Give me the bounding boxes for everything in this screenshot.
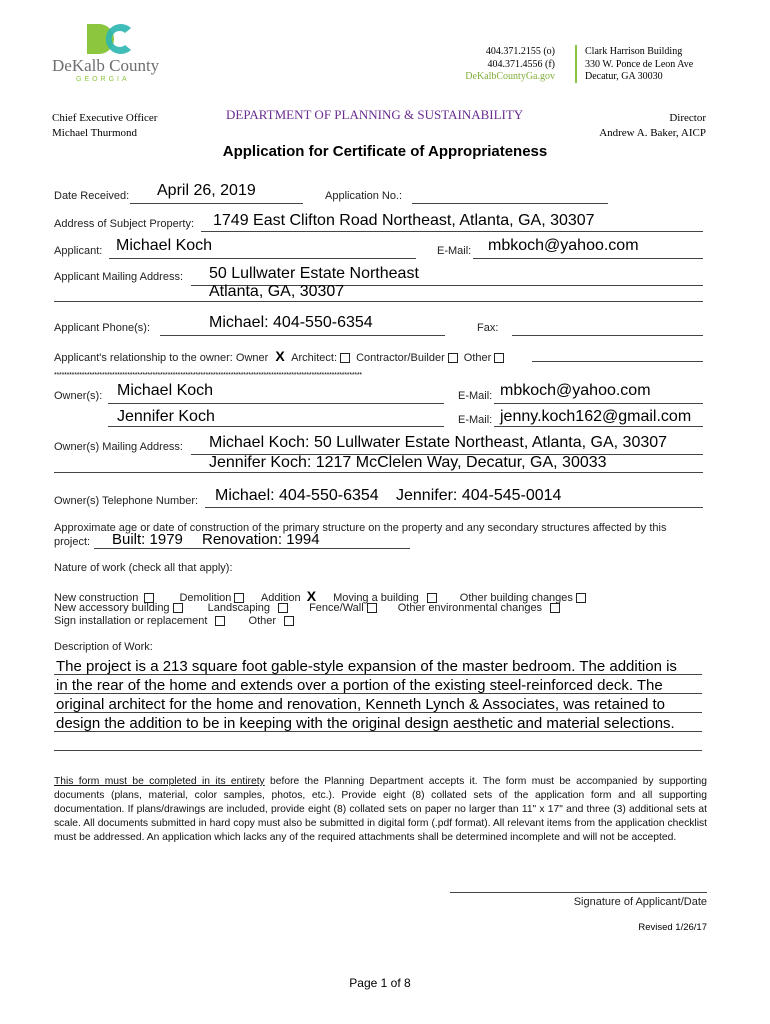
revised-date: Revised 1/26/17 [638,922,707,933]
owner1-line [108,403,444,404]
rel-other-checkbox[interactable] [494,353,504,363]
rel-other-label: Other [463,352,492,364]
work-sign-label: Sign installation or replacement [54,615,208,627]
rel-architect-checkbox[interactable] [340,353,350,363]
form-title: Application for Certificate of Appropriateness [222,143,548,160]
mailing-address-label: Applicant Mailing Address: [54,271,184,283]
notice-underlined: This form must be completed in its entirety [54,776,265,787]
city-address: Decatur, GA 30030 [585,71,663,82]
owner2-value[interactable]: Jennifer Koch [117,408,215,425]
ceo-title: Chief Executive Officer [52,112,158,124]
work-landscaping-label: Landscaping [207,602,271,614]
owner-phone-line [205,507,703,508]
work-landscaping-checkbox[interactable] [278,603,288,613]
separator-stars: ************************************************************************************************************************** [54,372,362,379]
owner1-email-value[interactable]: mbkoch@yahoo.com [500,382,651,399]
page-number: Page 1 of 8 [349,976,411,990]
rel-other-field[interactable] [532,361,703,362]
header-divider [575,45,577,83]
rel-owner-label: Owner [235,352,269,364]
rel-contractor-label: Contractor/Builder [356,352,445,364]
director-title: Director [669,112,706,124]
applicant-phone-line [160,335,445,336]
work-addition-checkbox[interactable]: X [306,588,317,604]
age-label-1: Approximate age or date of construction of the primary structure on the property and any secondary structures affected by this [54,522,667,534]
work-addition-label: Addition [260,592,301,604]
work-new-accessory-checkbox[interactable] [173,603,183,613]
work-fence-label: Fence/Wall [309,602,364,614]
owner1-email-line [494,403,703,404]
applicant-line [109,258,416,259]
director-name: Andrew A. Baker, AICP [599,127,706,139]
applicant-phone-label: Applicant Phone(s): [54,322,150,334]
owner-phone-value-2[interactable]: Jennifer: 404-545-0014 [396,487,562,504]
description-underline-5 [54,750,702,751]
work-new-construction-label: New construction [54,592,139,604]
department-name: DEPARTMENT OF PLANNING & SUSTAINABILITY [226,107,524,122]
applicant-value[interactable]: Michael Koch [116,237,213,254]
work-other-env-checkbox[interactable] [550,603,560,613]
owner-mailing-label: Owner(s) Mailing Address: [54,441,183,453]
description-line-2: in the rear of the home and extends over a portion of the existing steel-reinforced deck. The [56,677,663,694]
rel-contractor-checkbox[interactable] [448,353,458,363]
owners-label: Owner(s): [54,390,103,402]
ceo-name: Michael Thurmond [52,127,138,139]
work-demolition-label: Demolition [179,592,232,604]
date-received-label: Date Received: [54,190,130,202]
website-link[interactable]: DeKalbCountyGa.gov [465,71,555,82]
county-state: GEORGIA [76,76,130,83]
description-line-4: design the addition to be in keeping with the original design aesthetic and material selections. [56,715,675,732]
applicant-email-label: E-Mail: [437,245,472,257]
mailing-line-2 [54,301,703,302]
work-sign-checkbox[interactable] [215,616,225,626]
owner2-email-label: E-Mail: [458,414,493,426]
description-line-3: original architect for the home and renovation, Kenneth Lynch & Associates, was retained to [56,696,665,713]
signature-line[interactable] [450,892,707,893]
description-line-1: The project is a 213 square foot gable-style expansion of the master bedroom. The addition is [56,658,677,675]
built-value[interactable]: Built: 1979 [112,531,183,548]
age-label-2: project: [54,536,91,548]
work-other-changes-label: Other building changes [459,592,573,604]
application-no-label: Application No.: [325,190,403,202]
owner1-value[interactable]: Michael Koch [117,382,214,399]
renovation-value[interactable]: Renovation: 1994 [202,531,320,548]
rel-owner-checkbox[interactable]: X [275,348,285,364]
owner-mailing-value-2[interactable]: Jennifer Koch: 1217 McClelen Way, Decatur, GA, 30033 [209,454,607,471]
application-no-field[interactable] [412,203,608,204]
owner-phone-value-1[interactable]: Michael: 404-550-6354 [215,487,379,504]
mailing-value-2[interactable]: Atlanta, GA, 30307 [209,283,345,300]
rel-architect-label: Architect: [291,352,338,364]
work-row-2 [54,602,563,614]
date-received-line [130,203,303,204]
signature-label: Signature of Applicant/Date [573,896,707,908]
county-logo [52,22,162,84]
work-moving-label: Moving a building [333,592,419,604]
age-line [94,548,410,549]
relationship-row [54,348,507,364]
notice-text: before the Planning Department accepts it. The form must be accompanied by supporting documents (plans, material, color samples, photos, etc.). Provide eight (8) collated sets of the application form and all supporting documentation. If plans/drawings are included, provide eight (8) collated sets on paper no larger than 11" x 17" and three (3) additional sets at scale. All documents submitted in hard copy must also be submitted in digital form (.pdf format). All relevant items from the application checklist must be addressed. An application which lacks any of the required attachments shall be determined incomplete and will not be accepted. [54,776,707,843]
phone-number: 404.371.2155 (o) [485,46,555,57]
fax-label: Fax: [477,322,499,334]
work-other-env-label: Other environmental changes [397,602,543,614]
description-text[interactable] [56,657,716,733]
applicant-email-value[interactable]: mbkoch@yahoo.com [488,237,639,254]
address-value[interactable]: 1749 East Clifton Road Northeast, Atlanta, GA, 30307 [213,212,595,229]
building-name: Clark Harrison Building [585,46,683,57]
date-received-value[interactable]: April 26, 2019 [157,182,256,199]
address-line [201,231,703,232]
work-other-checkbox[interactable] [284,616,294,626]
work-other-label: Other [248,615,277,627]
submission-notice [54,775,707,845]
dc-logo-icon [85,22,135,56]
applicant-email-line [473,258,703,259]
owner-mailing-value-1[interactable]: Michael Koch: 50 Lullwater Estate Northeast, Atlanta, GA, 30307 [209,434,668,451]
mailing-value-1[interactable]: 50 Lullwater Estate Northeast [209,265,419,282]
relationship-label: Applicant's relationship to the owner: [54,352,233,364]
county-name: DeKalb County [52,56,160,75]
owner-mailing-line-2 [54,472,703,473]
work-row-3 [54,615,297,627]
office-address [585,46,735,84]
work-fence-checkbox[interactable] [367,603,377,613]
owner2-email-line [494,426,703,427]
contact-numbers [440,46,555,84]
applicant-phone-value[interactable]: Michael: 404-550-6354 [209,314,373,331]
nature-of-work-label: Nature of work (check all that apply): [54,562,233,574]
applicant-label: Applicant: [54,245,103,257]
work-other-changes-checkbox[interactable] [576,593,586,603]
owner-phone-label: Owner(s) Telephone Number: [54,495,199,507]
address-label: Address of Subject Property: [54,218,195,230]
work-new-accessory-label: New accessory building [54,602,170,614]
owner2-email-value[interactable]: jenny.koch162@gmail.com [500,408,692,425]
description-label: Description of Work: [54,641,153,653]
fax-field[interactable] [512,335,703,336]
fax-number: 404.371.4556 (f) [487,58,555,70]
owner1-email-label: E-Mail: [458,390,493,402]
owner2-line [108,426,444,427]
street-address: 330 W. Ponce de Leon Ave [585,58,694,70]
